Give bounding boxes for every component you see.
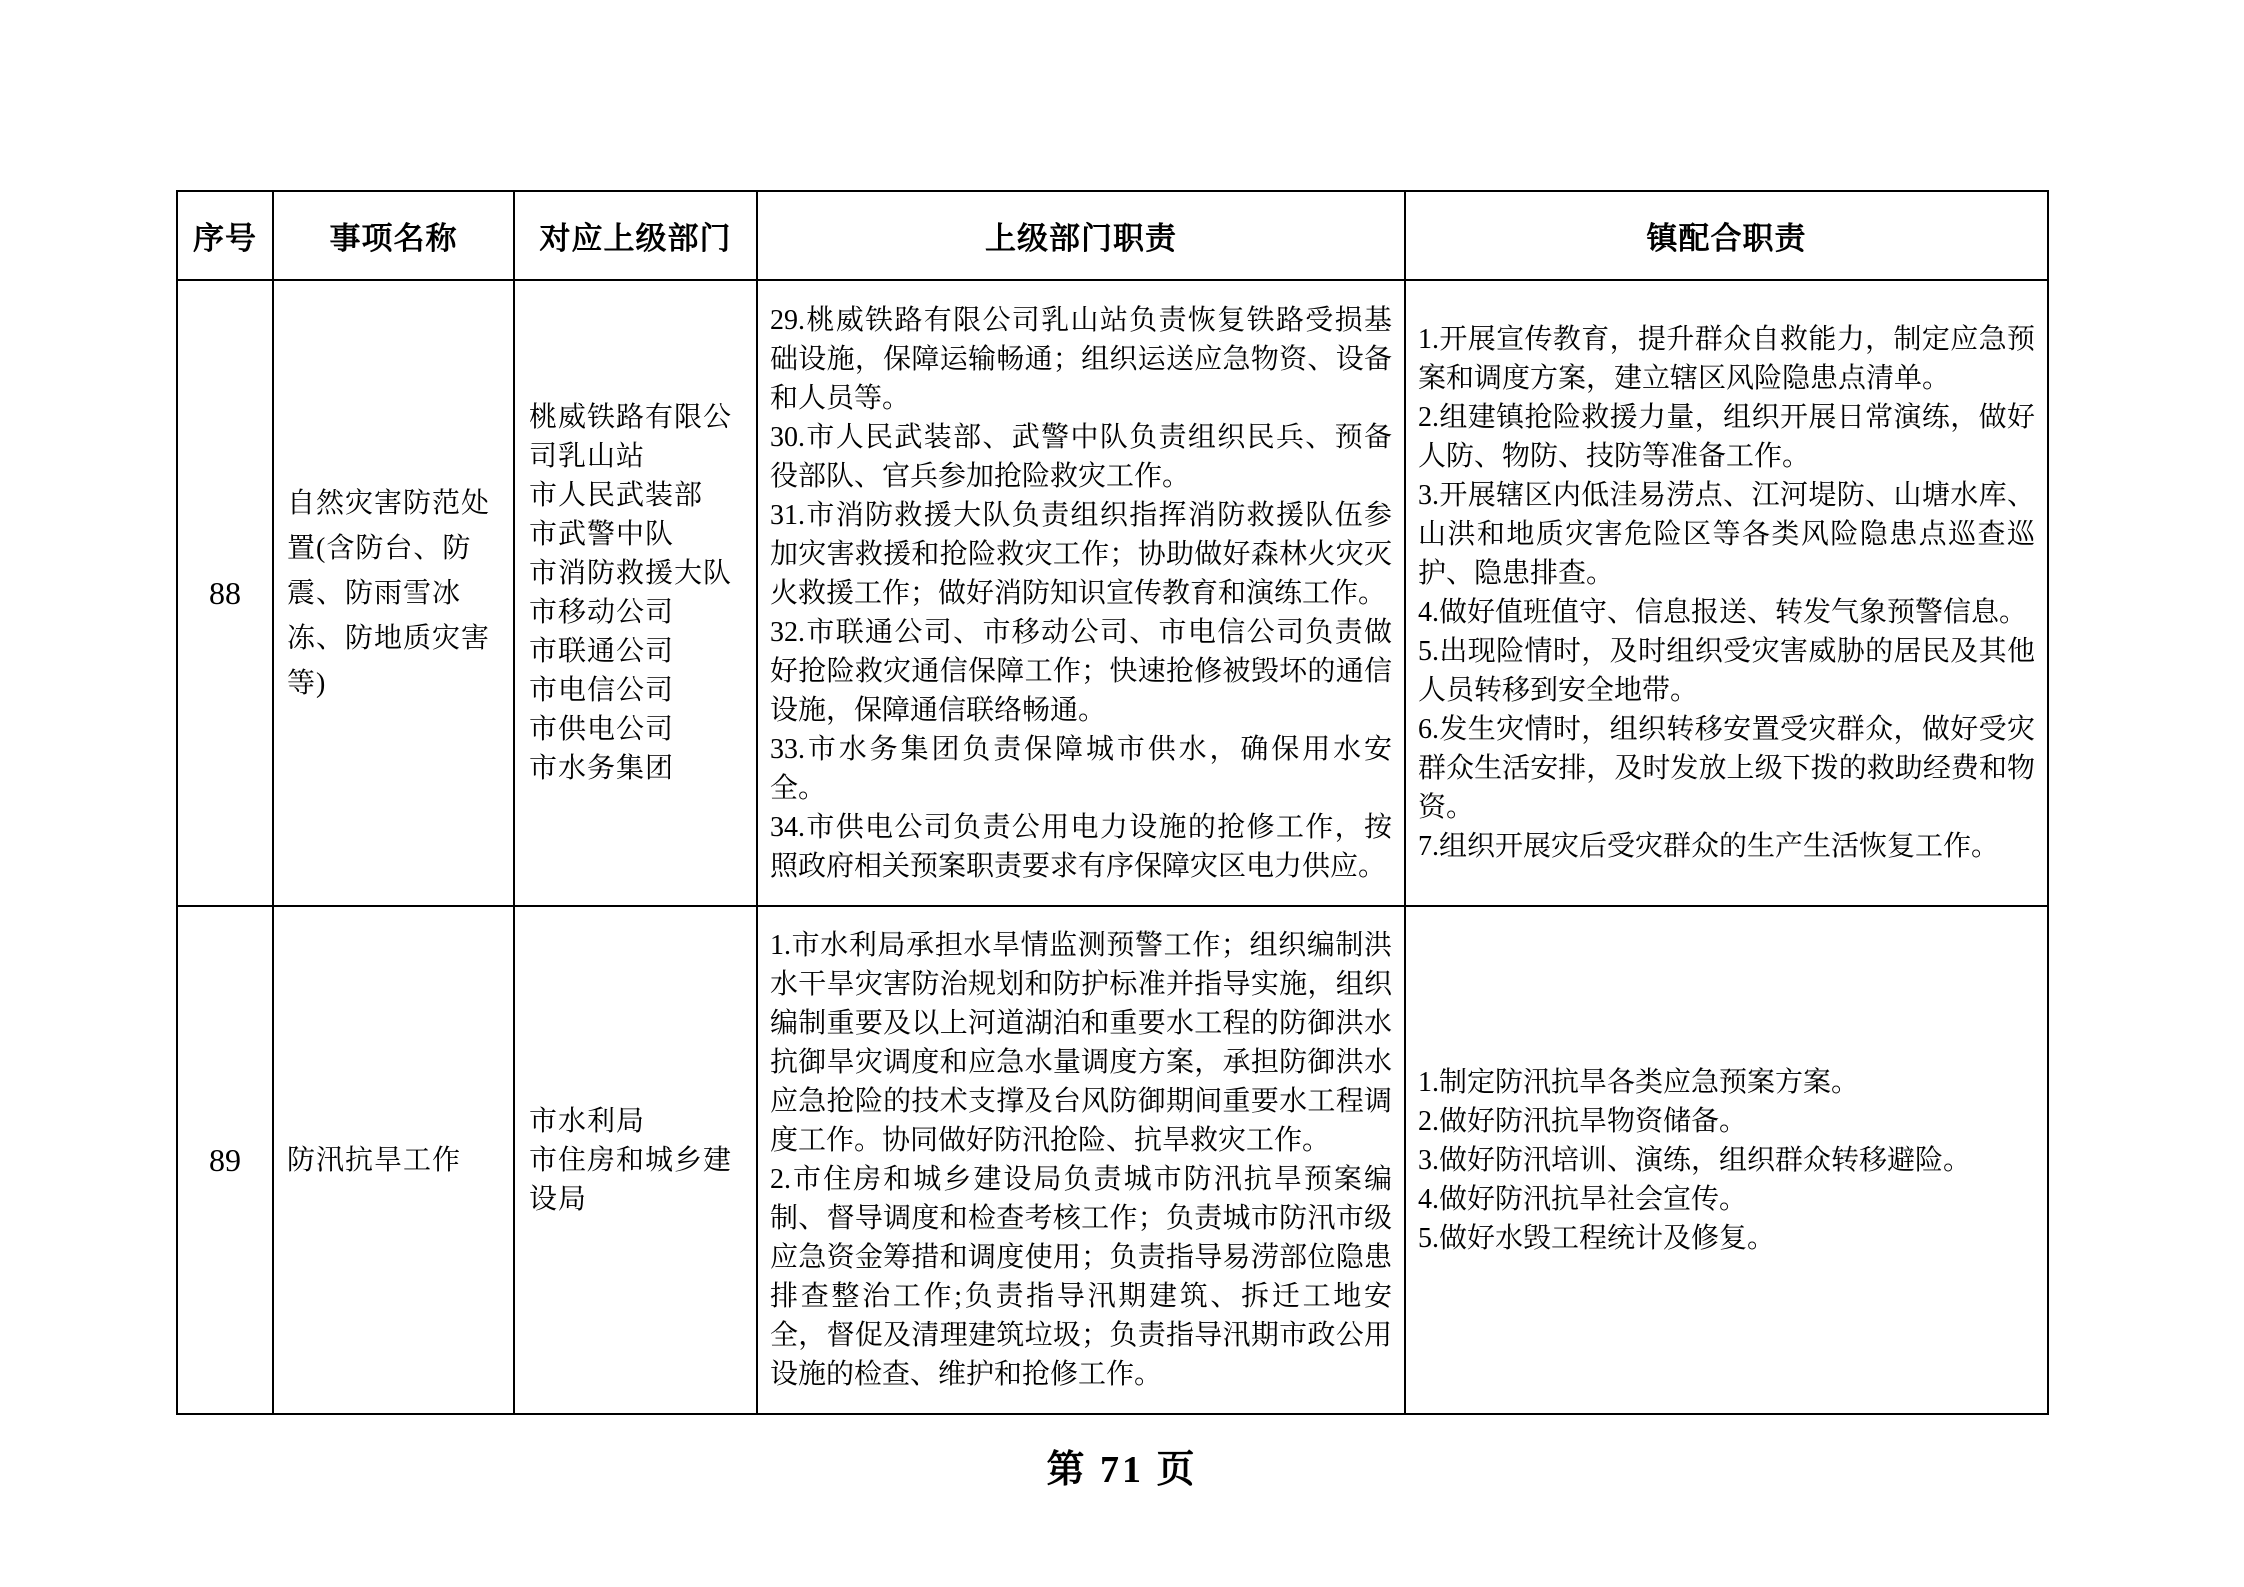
superior-duties-cell: [757, 280, 1405, 906]
town-duty-item: 1.开展宣传教育，提升群众自救能力，制定应急预案和调度方案，建立辖区风险隐患点清单。: [1418, 324, 2035, 394]
item-name: 自然灾害防范处置(含防台、防震、防雨雪冰冻、防地质灾害等): [273, 280, 514, 906]
superior-duty-item: 2.市住房和城乡建设局负责城市防汛抗旱预案编制、督导调度和检查考核工作；负责城市防汛市级应急资金筹措和调度使用；负责指导易涝部位隐患排查整治工作;负责指导汛期建筑、拆迁工地安全，督促及清理建筑垃圾；负责指导汛期市政公用设施的检查、维护和抢修工作。: [770, 1164, 1392, 1390]
serial-number: 89: [177, 906, 273, 1414]
col-header-superior-duties: 上级部门职责: [757, 191, 1405, 280]
department-name: 桃威铁路有限公司乳山站: [529, 402, 733, 472]
department-name: 市电信公司: [529, 675, 675, 706]
superior-duty-item: 29.桃威铁路有限公司乳山站负责恢复铁路受损基础设施，保障运输畅通；组织运送应急物资、设备和人员等。: [770, 304, 1392, 414]
col-header-superior-department: 对应上级部门: [514, 191, 757, 280]
col-header-serial: 序号: [177, 191, 273, 280]
superior-duty-item: 31.市消防救援大队负责组织指挥消防救援队伍参加灾害救援和抢险救灾工作；协助做好森林火灾灭火救援工作；做好消防知识宣传教育和演练工作。: [770, 499, 1392, 609]
town-duty-item: 1.制定防汛抗旱各类应急预案方案。: [1418, 1066, 1860, 1098]
town-duty-item: 6.发生灾情时，组织转移安置受灾群众，做好受灾群众生活安排，及时发放上级下拨的救助经费和物资。: [1418, 714, 2035, 823]
department-name: 市水务集团: [529, 753, 675, 784]
town-duty-item: 3.开展辖区内低洼易涝点、江河堤防、山塘水库、山洪和地质灾害危险区等各类风险隐患点巡查巡护、隐患排查。: [1418, 480, 2035, 589]
town-duties-cell: [1405, 280, 2048, 906]
town-duty-item: 3.做好防汛培训、演练，组织群众转移避险。: [1418, 1144, 1972, 1176]
superior-duty-item: 30.市人民武装部、武警中队负责组织民兵、预备役部队、官兵参加抢险救灾工作。: [770, 421, 1392, 492]
superior-duty-item: 1.市水利局承担水旱情监测预警工作；组织编制洪水干旱灾害防治规划和防护标准并指导实施，组织编制重要及以上河道湖泊和重要水工程的防御洪水抗御旱灾调度和应急水量调度方案，承担防御洪水应急抢险的技术支撑及台风防御期间重要水工程调度工作。协同做好防汛抢险、抗旱救灾工作。: [770, 930, 1392, 1156]
col-header-item-name: 事项名称: [273, 191, 514, 280]
table-row-88: [177, 280, 2048, 906]
town-duty-item: 2.组建镇抢险救援力量，组织开展日常演练，做好人防、物防、技防等准备工作。: [1418, 402, 2035, 472]
superior-duty-item: 32.市联通公司、市移动公司、市电信公司负责做好抢险救灾通信保障工作；快速抢修被毁坏的通信设施，保障通信联络畅通。: [770, 616, 1392, 726]
town-duty-item: 7.组织开展灾后受灾群众的生产生活恢复工作。: [1418, 831, 2000, 862]
superior-departments-cell: [514, 280, 757, 906]
town-duty-item: 5.出现险情时，及时组织受灾害威胁的居民及其他人员转移到安全地带。: [1418, 636, 2035, 706]
department-name: 市人民武装部: [529, 480, 704, 511]
page-number: 第 71 页: [1046, 1449, 1198, 1491]
department-name: 市联通公司: [529, 636, 675, 667]
department-name: 市供电公司: [529, 714, 675, 745]
superior-departments-cell: [514, 906, 757, 1414]
town-duties-cell: [1405, 906, 2048, 1414]
superior-duty-item: 33.市水务集团负责保障城市供水，确保用水安全。: [770, 733, 1392, 804]
serial-number: 88: [177, 280, 273, 906]
superior-duties-cell: [757, 906, 1405, 1414]
town-duty-item: 5.做好水毁工程统计及修复。: [1418, 1222, 1776, 1254]
town-duty-item: 4.做好值班值守、信息报送、转发气象预警信息。: [1418, 597, 2028, 628]
town-duty-item: 4.做好防汛抗旱社会宣传。: [1418, 1183, 1748, 1215]
town-duty-item: 2.做好防汛抗旱物资储备。: [1418, 1105, 1748, 1137]
table-header-row: [177, 191, 2048, 280]
col-header-town-duties: 镇配合职责: [1405, 191, 2048, 280]
superior-duty-item: 34.市供电公司负责公用电力设施的抢修工作，按照政府相关预案职责要求有序保障灾区电力供应。: [770, 811, 1392, 882]
department-name: 市水利局: [529, 1105, 646, 1137]
department-name: 市住房和城乡建设局: [529, 1144, 733, 1215]
responsibility-table: [176, 190, 2049, 1415]
table-row-89: [177, 906, 2048, 1414]
item-name: 防汛抗旱工作: [273, 906, 514, 1414]
department-name: 市武警中队: [529, 519, 675, 550]
department-name: 市移动公司: [529, 597, 675, 628]
department-name: 市消防救援大队: [529, 558, 733, 589]
